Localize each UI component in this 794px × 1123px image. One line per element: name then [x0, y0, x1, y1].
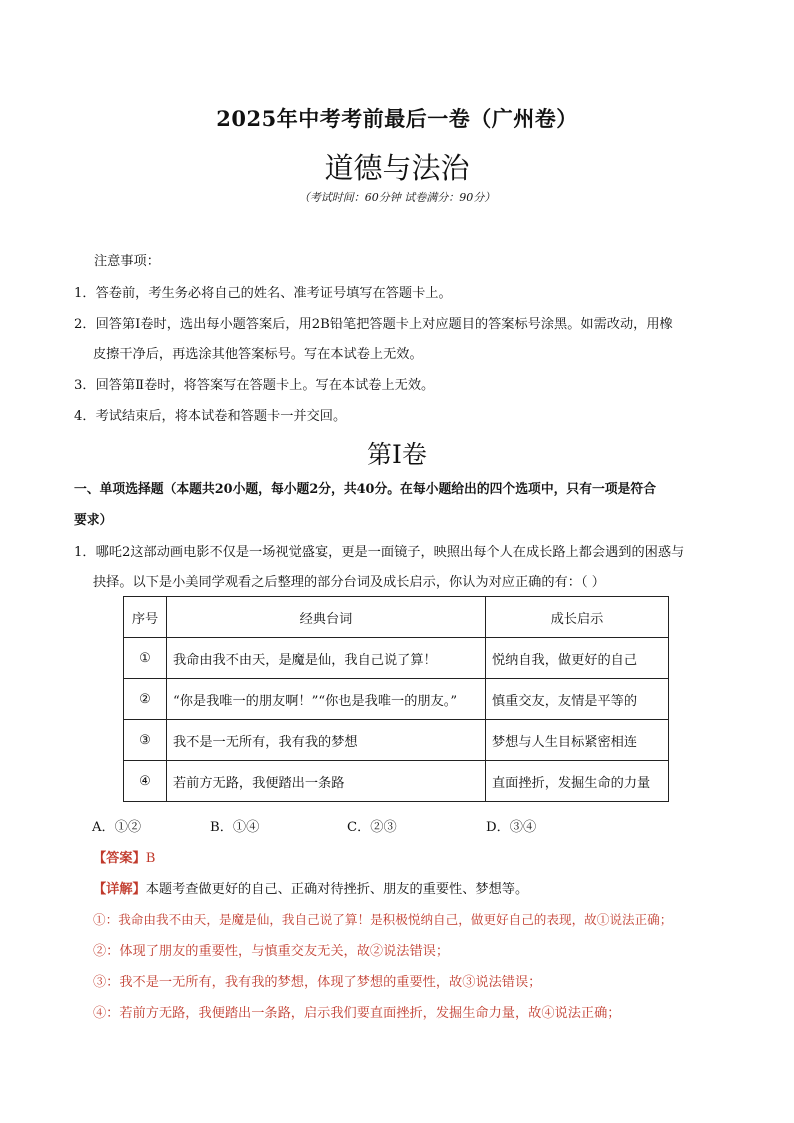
note-item-2-line1: 2．回答第Ⅰ卷时，选出每小题答案后，用2B铅笔把答题卡上对应题目的答案标号涂黑。如需改动，用橡 [74, 317, 673, 332]
explanation-3: ③：我不是一无所有，我有我的梦想，体现了梦想的重要性，故③说法错误； [93, 975, 542, 990]
table-row [124, 761, 669, 802]
row-quote: “你是我唯一的朋友啊！”“你也是我唯一的朋友。” [167, 679, 486, 720]
section-title: 第Ⅰ卷 [367, 440, 427, 469]
part1-instructions-line1: 一、单项选择题（本题共20小题，每小题2分，共40分。在每小题给出的四个选项中，只有一项是符合 [74, 482, 656, 497]
detail-intro: 本题考查做更好的自己、正确对待挫折、朋友的重要性、梦想等。 [145, 882, 529, 897]
explanation-4: ④：若前方无路，我便踏出一条路，启示我们要直面挫折，发掘生命力量，故④说法正确； [93, 1006, 621, 1021]
row-number: ④ [124, 761, 167, 802]
option-c: C．②③ [347, 820, 397, 835]
row-quote: 我命由我不由天，是魔是仙，我自己说了算！ [167, 638, 486, 679]
table-row [124, 720, 669, 761]
table-header-row [124, 597, 669, 638]
row-number: ① [124, 638, 167, 679]
notes-heading: 注意事项： [94, 254, 160, 269]
note-item-3: 3．回答第Ⅱ卷时，将答案写在答题卡上。写在本试卷上无效。 [74, 378, 435, 393]
row-insight: 慎重交友，友情是平等的 [486, 679, 669, 720]
header-quote: 经典台词 [167, 597, 486, 638]
row-quote: 我不是一无所有，我有我的梦想 [167, 720, 486, 761]
note-item-1: 1．答卷前，考生务必将自己的姓名、准考证号填写在答题卡上。 [74, 286, 452, 301]
exam-info: （考试时间：60分钟 试卷满分：90分） [298, 191, 496, 204]
option-b: B．①④ [210, 820, 260, 835]
header-number: 序号 [124, 597, 167, 638]
explanation-1: ①：我命由我不由天，是魔是仙，我自己说了算！是积极悦纳自己，做更好自己的表现，故①说法正确； [93, 912, 673, 927]
question-1-table [123, 596, 669, 802]
row-quote: 若前方无路，我便踏出一条路 [167, 761, 486, 802]
row-insight: 直面挫折，发掘生命的力量 [486, 761, 669, 802]
row-number: ② [124, 679, 167, 720]
row-insight: 梦想与人生目标紧密相连 [486, 720, 669, 761]
part1-instructions-line2: 要求） [74, 513, 113, 528]
subject-title: 道德与法治 [324, 151, 470, 185]
note-item-2-line2: 皮擦干净后，再选涂其他答案标号。写在本试卷上无效。 [93, 347, 423, 362]
question-1-line2: 抉择。以下是小美同学观看之后整理的部分台词及成长启示，你认为对应正确的有：（ ） [93, 575, 605, 590]
header-insight: 成长启示 [486, 597, 669, 638]
row-insight: 悦纳自我，做更好的自己 [486, 638, 669, 679]
exam-title: 2025年中考考前最后一卷（广州卷） [216, 106, 578, 131]
option-a: A．①② [92, 820, 142, 835]
detail-tag: 【详解】 [93, 882, 146, 897]
explanation-2: ②：体现了朋友的重要性，与慎重交友无关，故②说法错误； [93, 944, 450, 959]
option-d: D．③④ [486, 820, 537, 835]
table-row [124, 638, 669, 679]
answer-line [93, 847, 155, 866]
table-row [124, 679, 669, 720]
answer-value: B [145, 851, 156, 866]
row-number: ③ [124, 720, 167, 761]
note-item-4: 4．考试结束后，将本试卷和答题卡一并交回。 [74, 409, 347, 424]
answer-tag: 【答案】 [93, 851, 146, 866]
detail-line [93, 878, 528, 897]
question-1-line1: 1．哪吒2这部动画电影不仅是一场视觉盛宴，更是一面镜子，映照出每个人在成长路上都会遇到的困惑与 [74, 545, 685, 560]
